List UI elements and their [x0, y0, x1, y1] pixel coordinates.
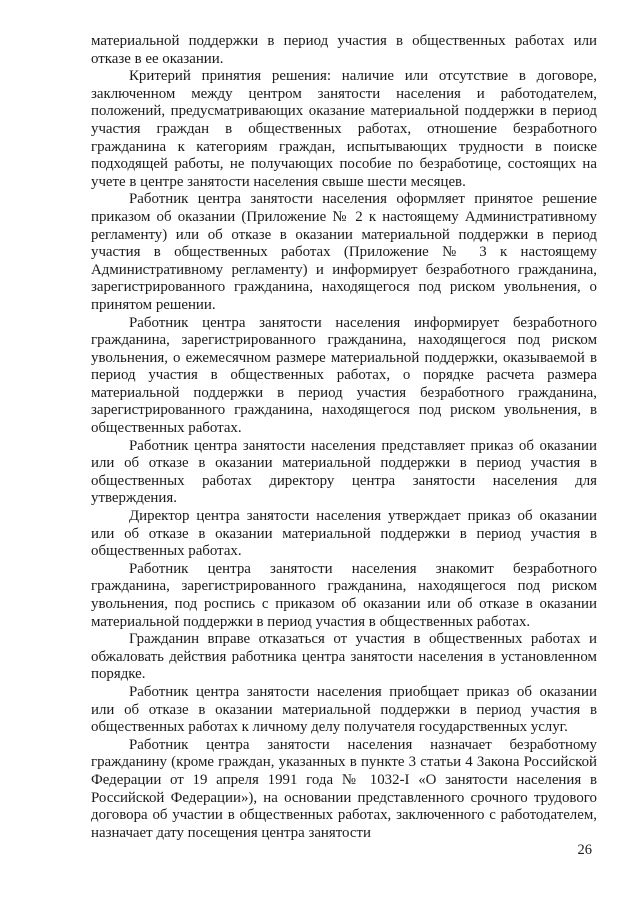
paragraph-director-approval: Директор центра занятости населения утверждает приказ об оказании или об отказе в оказании материальной поддержки в период участия в общественных работах.	[91, 508, 597, 560]
paragraph-appointment: Работник центра занятости населения назначает безработному гражданину (кроме граждан, указанных в пункте 3 статьи 4 Закона Российской Федерации от 19 апреля 1991 года № 1032-I «О занятости населения в Российской Федерации»), на основании представленного срочного трудового договора об участии в общественных работах, заключенного с работодателем, назначает дату посещения центра занятости	[91, 736, 597, 841]
document-body	[91, 33, 597, 842]
paragraph-order-issuance: Работник центра занятости населения оформляет принятое решение приказом об оказании (Приложение № 2 к настоящему Административному регламенту) или об отказе в оказании материальной поддержки в период участия в общественных работах (Приложение № 3 к настоящему Административному регламенту) и информирует безработного гражданина, зарегистрированного гражданина, находящегося под риском увольнения, о принятом решении.	[91, 191, 597, 313]
paragraph-acquaintance: Работник центра занятости населения знакомит безработного гражданина, зарегистрированного гражданина, находящегося под риском увольнения, под роспись с приказом об оказании или об отказе в оказании материальной поддержки в период участия в общественных работах.	[91, 560, 597, 630]
paragraph-continuation: материальной поддержки в период участия в общественных работах или отказе в ее оказании.	[91, 33, 597, 67]
paragraph-decision-criterion: Критерий принятия решения: наличие или отсутствие в договоре, заключенном между центром занятости населения и работодателем, положений, предусматривающих оказание материальной поддержки в период участия граждан в общественных работах, отношение безработного гражданина к категориям граждан, испытывающих трудности в поиске подходящей работы, не получающих пособие по безработице, состоящих на учете в центре занятости населения свыше шести месяцев.	[91, 68, 597, 190]
paragraph-file-attachment: Работник центра занятости населения приобщает приказ об оказании или об отказе в оказании материальной поддержки в период участия в общественных работах к личному делу получателя государственных услуг.	[91, 683, 597, 736]
paragraph-citizen-rights: Гражданин вправе отказаться от участия в общественных работах и обжаловать действия работника центра занятости населения в установленном порядке.	[91, 631, 597, 683]
paragraph-support-amount-info: Работник центра занятости населения информирует безработного гражданина, зарегистрированного гражданина, находящегося под риском увольнения, о ежемесячном размере материальной поддержки, оказываемой в период участия в общественных работах, о порядке расчета размера материальной поддержки в период участия безработного гражданина, зарегистрированного гражданина, находящегося под риском увольнения, в общественных работах.	[91, 314, 597, 437]
paragraph-order-submission: Работник центра занятости населения представляет приказ об оказании или об отказе в оказании материальной поддержки в период участия в общественных работах директору центра занятости населения для утверждения.	[91, 437, 597, 507]
page-number: 26	[577, 842, 592, 858]
